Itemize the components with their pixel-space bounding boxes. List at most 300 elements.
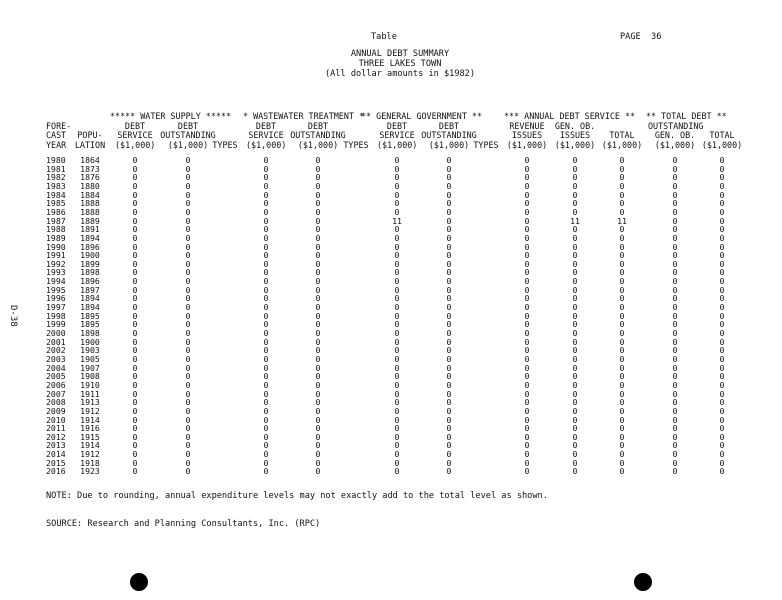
column-header-general-types-line-3: TYPES — [473, 139, 499, 150]
column-header-water-debt-service-line-1: DEBT — [124, 121, 146, 131]
cell-outstanding-total: 0 — [719, 336, 725, 347]
cell-population: 1912 — [80, 449, 100, 460]
cell-population: 1894 — [80, 302, 100, 313]
cell-gen-ob-issues: 0 — [572, 310, 578, 321]
cell-forecast-year: 2001 — [46, 336, 66, 347]
cell-water-debt-service: 0 — [132, 379, 138, 390]
cell-wastewater-debt-outstanding: 0 — [315, 457, 321, 468]
cell-water-debt-outstanding: 0 — [185, 189, 191, 200]
cell-forecast-year: 1984 — [46, 189, 66, 200]
cell-wastewater-debt-service: 0 — [263, 310, 269, 321]
cell-forecast-year: 1982 — [46, 172, 66, 183]
cell-population: 1898 — [80, 267, 100, 278]
cell-population: 1899 — [80, 258, 100, 269]
column-header-general-debt-outstanding-line-2: OUTSTANDING — [421, 130, 477, 141]
cell-annual-total: 0 — [619, 414, 625, 425]
column-header-wastewater-debt-outstanding-line-3: ($1,000) — [297, 139, 339, 150]
cell-water-debt-service: 0 — [132, 241, 138, 252]
cell-general-debt-service: 0 — [394, 172, 400, 183]
cell-revenue-issues: 0 — [524, 449, 530, 460]
cell-general-debt-outstanding: 0 — [446, 345, 452, 356]
cell-revenue-issues: 0 — [524, 362, 530, 373]
cell-outstanding-total: 0 — [719, 215, 725, 226]
column-header-water-debt-outstanding-line-3: ($1,000) — [167, 139, 209, 150]
cell-wastewater-debt-outstanding: 0 — [315, 206, 321, 217]
cell-water-debt-service: 0 — [132, 362, 138, 373]
cell-outstanding-total: 0 — [719, 431, 725, 442]
cell-annual-total: 0 — [619, 405, 625, 416]
column-header-general-debt-service-line-2: SERVICE — [379, 130, 415, 141]
cell-gen-ob-issues: 0 — [572, 232, 578, 243]
cell-wastewater-debt-service: 0 — [263, 397, 269, 408]
cell-general-debt-outstanding: 0 — [446, 198, 452, 209]
cell-gen-ob-issues: 0 — [572, 379, 578, 390]
table-row — [0, 345, 782, 354]
cell-water-debt-outstanding: 0 — [185, 267, 191, 278]
cell-wastewater-debt-service: 0 — [263, 172, 269, 183]
cell-annual-total: 0 — [619, 241, 625, 252]
cell-water-debt-service: 0 — [132, 224, 138, 235]
cell-annual-total: 0 — [619, 302, 625, 313]
cell-outstanding-total: 0 — [719, 250, 725, 261]
cell-annual-total: 0 — [619, 232, 625, 243]
cell-population: 1900 — [80, 336, 100, 347]
cell-revenue-issues: 0 — [524, 267, 530, 278]
cell-water-debt-service: 0 — [132, 388, 138, 399]
cell-forecast-year: 1980 — [46, 155, 66, 165]
cell-outstanding-total: 0 — [719, 293, 725, 304]
cell-gen-ob-issues: 0 — [572, 180, 578, 191]
cell-annual-total: 0 — [619, 431, 625, 442]
table-row — [0, 311, 782, 320]
table-row — [0, 449, 782, 458]
table-row — [0, 267, 782, 276]
cell-wastewater-debt-service: 0 — [263, 284, 269, 295]
cell-gen-ob-issues: 0 — [572, 423, 578, 434]
cell-outstanding-total: 0 — [719, 310, 725, 321]
cell-wastewater-debt-outstanding: 0 — [315, 345, 321, 356]
cell-forecast-year: 2006 — [46, 379, 66, 390]
cell-annual-total: 0 — [619, 379, 625, 390]
table-row — [0, 198, 782, 207]
cell-water-debt-outstanding: 0 — [185, 431, 191, 442]
cell-revenue-issues: 0 — [524, 284, 530, 295]
cell-general-debt-service: 0 — [394, 293, 400, 304]
cell-outstanding-gen-ob: 0 — [672, 310, 678, 321]
cell-forecast-year: 1995 — [46, 284, 66, 295]
cell-general-debt-outstanding: 0 — [446, 457, 452, 468]
cell-wastewater-debt-outstanding: 0 — [315, 293, 321, 304]
cell-wastewater-debt-service: 0 — [263, 189, 269, 200]
column-header-gen-ob-issues-line-3: ($1,000) — [554, 139, 596, 150]
cell-water-debt-outstanding: 0 — [185, 310, 191, 321]
cell-wastewater-debt-service: 0 — [263, 232, 269, 243]
cell-water-debt-service: 0 — [132, 466, 138, 477]
cell-wastewater-debt-service: 0 — [263, 155, 269, 165]
cell-water-debt-service: 0 — [132, 397, 138, 408]
cell-gen-ob-issues: 0 — [572, 440, 578, 451]
cell-wastewater-debt-service: 0 — [263, 180, 269, 191]
title-line-3: (All dollar amounts in $1982) — [324, 69, 476, 79]
table-row — [0, 190, 782, 199]
cell-gen-ob-issues: 11 — [570, 215, 580, 226]
cell-wastewater-debt-outstanding: 0 — [315, 353, 321, 364]
cell-water-debt-outstanding: 0 — [185, 180, 191, 191]
cell-general-debt-outstanding: 0 — [446, 336, 452, 347]
cell-annual-total: 0 — [619, 423, 625, 434]
title-line-2: THREE LAKES TOWN — [358, 59, 442, 69]
cell-general-debt-outstanding: 0 — [446, 466, 452, 477]
cell-population: 1876 — [80, 172, 100, 183]
cell-outstanding-gen-ob: 0 — [672, 319, 678, 330]
cell-wastewater-debt-outstanding: 0 — [315, 276, 321, 287]
cell-forecast-year: 2002 — [46, 345, 66, 356]
column-header-water-debt-outstanding-line-1: DEBT — [177, 121, 199, 131]
cell-annual-total: 0 — [619, 276, 625, 287]
column-header-wastewater-debt-service-line-2: SERVICE — [248, 130, 284, 141]
cell-general-debt-service: 0 — [394, 328, 400, 338]
cell-gen-ob-issues: 0 — [572, 224, 578, 235]
cell-annual-total: 0 — [619, 345, 625, 356]
cell-forecast-year: 1993 — [46, 267, 66, 278]
table-row — [0, 216, 782, 225]
cell-revenue-issues: 0 — [524, 155, 530, 165]
cell-water-debt-service: 0 — [132, 232, 138, 243]
cell-population: 1908 — [80, 371, 100, 382]
cell-general-debt-outstanding: 0 — [446, 155, 452, 165]
cell-forecast-year: 2016 — [46, 466, 66, 477]
cell-gen-ob-issues: 0 — [572, 293, 578, 304]
cell-water-debt-service: 0 — [132, 250, 138, 261]
cell-water-debt-outstanding: 0 — [185, 276, 191, 287]
cell-revenue-issues: 0 — [524, 466, 530, 477]
cell-outstanding-total: 0 — [719, 405, 725, 416]
cell-outstanding-total: 0 — [719, 397, 725, 408]
cell-water-debt-outstanding: 0 — [185, 258, 191, 269]
cell-outstanding-gen-ob: 0 — [672, 379, 678, 390]
cell-outstanding-gen-ob: 0 — [672, 431, 678, 442]
cell-water-debt-outstanding: 0 — [185, 379, 191, 390]
table-row — [0, 380, 782, 389]
cell-population: 1894 — [80, 293, 100, 304]
cell-forecast-year: 1987 — [46, 215, 66, 226]
cell-forecast-year: 2009 — [46, 405, 66, 416]
cell-general-debt-service: 0 — [394, 276, 400, 287]
cell-wastewater-debt-service: 0 — [263, 414, 269, 425]
cell-wastewater-debt-service: 0 — [263, 388, 269, 399]
punch-hole-left — [130, 573, 148, 591]
cell-wastewater-debt-service: 0 — [263, 206, 269, 217]
cell-outstanding-total: 0 — [719, 172, 725, 183]
cell-general-debt-outstanding: 0 — [446, 371, 452, 382]
cell-revenue-issues: 0 — [524, 310, 530, 321]
cell-revenue-issues: 0 — [524, 345, 530, 356]
cell-water-debt-outstanding: 0 — [185, 397, 191, 408]
cell-outstanding-gen-ob: 0 — [672, 405, 678, 416]
cell-population: 1895 — [80, 310, 100, 321]
cell-general-debt-service: 0 — [394, 449, 400, 460]
cell-general-debt-service: 0 — [394, 224, 400, 235]
cell-general-debt-outstanding: 0 — [446, 405, 452, 416]
cell-gen-ob-issues: 0 — [572, 284, 578, 295]
table-row — [0, 259, 782, 268]
cell-general-debt-service: 0 — [394, 302, 400, 313]
cell-general-debt-outstanding: 0 — [446, 293, 452, 304]
cell-gen-ob-issues: 0 — [572, 276, 578, 287]
cell-wastewater-debt-outstanding: 0 — [315, 371, 321, 382]
cell-outstanding-total: 0 — [719, 232, 725, 243]
cell-outstanding-total: 0 — [719, 224, 725, 235]
cell-general-debt-outstanding: 0 — [446, 189, 452, 200]
cell-general-debt-service: 0 — [394, 440, 400, 451]
cell-forecast-year: 2008 — [46, 397, 66, 408]
cell-population: 1884 — [80, 189, 100, 200]
page-label: Table — [371, 32, 397, 42]
cell-forecast-year: 2013 — [46, 440, 66, 451]
cell-forecast-year: 2015 — [46, 457, 66, 468]
cell-general-debt-service: 0 — [394, 414, 400, 425]
cell-outstanding-total: 0 — [719, 353, 725, 364]
cell-outstanding-total: 0 — [719, 284, 725, 295]
cell-annual-total: 0 — [619, 440, 625, 451]
cell-outstanding-gen-ob: 0 — [672, 284, 678, 295]
cell-gen-ob-issues: 0 — [572, 397, 578, 408]
cell-general-debt-service: 0 — [394, 155, 400, 165]
cell-population: 1896 — [80, 241, 100, 252]
group-general-government: ** GENERAL GOVERNMENT ** — [361, 111, 483, 121]
table-row — [0, 371, 782, 380]
cell-outstanding-gen-ob: 0 — [672, 224, 678, 235]
cell-water-debt-service: 0 — [132, 189, 138, 200]
cell-outstanding-gen-ob: 0 — [672, 353, 678, 364]
cell-general-debt-service: 0 — [394, 371, 400, 382]
cell-population: 1905 — [80, 353, 100, 364]
cell-annual-total: 0 — [619, 397, 625, 408]
cell-wastewater-debt-outstanding: 0 — [315, 155, 321, 165]
cell-general-debt-service: 0 — [394, 345, 400, 356]
cell-gen-ob-issues: 0 — [572, 431, 578, 442]
cell-wastewater-debt-outstanding: 0 — [315, 319, 321, 330]
cell-water-debt-service: 0 — [132, 198, 138, 209]
column-header-gen-ob-issues-line-2: ISSUES — [559, 130, 591, 141]
cell-water-debt-outstanding: 0 — [185, 423, 191, 434]
table-row — [0, 250, 782, 259]
cell-annual-total: 0 — [619, 180, 625, 191]
cell-outstanding-gen-ob: 0 — [672, 293, 678, 304]
cell-revenue-issues: 0 — [524, 163, 530, 174]
cell-general-debt-service: 0 — [394, 206, 400, 217]
cell-outstanding-gen-ob: 0 — [672, 215, 678, 226]
cell-forecast-year: 1999 — [46, 319, 66, 330]
cell-general-debt-outstanding: 0 — [446, 224, 452, 235]
cell-outstanding-gen-ob: 0 — [672, 302, 678, 313]
column-header-general-debt-service-line-1: DEBT — [386, 121, 408, 131]
cell-outstanding-total: 0 — [719, 258, 725, 269]
cell-population: 1918 — [80, 457, 100, 468]
cell-population: 1903 — [80, 345, 100, 356]
cell-gen-ob-issues: 0 — [572, 198, 578, 209]
cell-annual-total: 0 — [619, 371, 625, 382]
cell-outstanding-total: 0 — [719, 155, 725, 165]
cell-forecast-year: 2000 — [46, 328, 66, 338]
cell-water-debt-service: 0 — [132, 336, 138, 347]
cell-population: 1895 — [80, 319, 100, 330]
cell-annual-total: 0 — [619, 206, 625, 217]
cell-population: 1914 — [80, 440, 100, 451]
cell-annual-total: 0 — [619, 267, 625, 278]
cell-annual-total: 0 — [619, 362, 625, 373]
cell-outstanding-gen-ob: 0 — [672, 276, 678, 287]
cell-outstanding-total: 0 — [719, 319, 725, 330]
cell-wastewater-debt-outstanding: 0 — [315, 241, 321, 252]
cell-general-debt-service: 0 — [394, 379, 400, 390]
cell-outstanding-gen-ob: 0 — [672, 440, 678, 451]
cell-outstanding-gen-ob: 0 — [672, 163, 678, 174]
table-row — [0, 423, 782, 432]
cell-general-debt-service: 0 — [394, 457, 400, 468]
cell-population: 1900 — [80, 250, 100, 261]
cell-outstanding-gen-ob: 0 — [672, 206, 678, 217]
column-header-forecast-year-line-1: FORE- — [46, 121, 72, 131]
cell-general-debt-outstanding: 0 — [446, 328, 452, 338]
cell-general-debt-outstanding: 0 — [446, 284, 452, 295]
cell-outstanding-gen-ob: 0 — [672, 267, 678, 278]
cell-annual-total: 0 — [619, 284, 625, 295]
cell-wastewater-debt-service: 0 — [263, 276, 269, 287]
cell-water-debt-service: 0 — [132, 353, 138, 364]
column-header-outstanding-total-line-2: TOTAL — [709, 130, 735, 141]
cell-wastewater-debt-outstanding: 0 — [315, 388, 321, 399]
cell-wastewater-debt-service: 0 — [263, 267, 269, 278]
cell-general-debt-outstanding: 0 — [446, 414, 452, 425]
cell-forecast-year: 2003 — [46, 353, 66, 364]
cell-general-debt-outstanding: 0 — [446, 353, 452, 364]
cell-outstanding-gen-ob: 0 — [672, 250, 678, 261]
cell-water-debt-outstanding: 0 — [185, 155, 191, 165]
cell-water-debt-outstanding: 0 — [185, 172, 191, 183]
cell-outstanding-total: 0 — [719, 423, 725, 434]
cell-general-debt-outstanding: 0 — [446, 302, 452, 313]
cell-water-debt-outstanding: 0 — [185, 224, 191, 235]
cell-water-debt-outstanding: 0 — [185, 163, 191, 174]
cell-water-debt-outstanding: 0 — [185, 336, 191, 347]
cell-water-debt-service: 0 — [132, 206, 138, 217]
cell-water-debt-outstanding: 0 — [185, 198, 191, 209]
cell-general-debt-service: 0 — [394, 250, 400, 261]
column-header-gen-ob-issues-line-1: GEN. OB. — [554, 121, 596, 131]
cell-gen-ob-issues: 0 — [572, 328, 578, 338]
cell-water-debt-outstanding: 0 — [185, 319, 191, 330]
cell-general-debt-service: 0 — [394, 319, 400, 330]
cell-outstanding-total: 0 — [719, 379, 725, 390]
cell-wastewater-debt-service: 0 — [263, 405, 269, 416]
group-total-debt: ** TOTAL DEBT ** — [646, 111, 727, 121]
cell-forecast-year: 2007 — [46, 388, 66, 399]
cell-wastewater-debt-outstanding: 0 — [315, 302, 321, 313]
cell-population: 1880 — [80, 180, 100, 191]
cell-revenue-issues: 0 — [524, 328, 530, 338]
cell-general-debt-service: 0 — [394, 284, 400, 295]
cell-general-debt-service: 0 — [394, 189, 400, 200]
group-annual-debt-service: *** ANNUAL DEBT SERVICE ** — [504, 111, 636, 121]
cell-population: 1898 — [80, 328, 100, 338]
cell-forecast-year: 2012 — [46, 431, 66, 442]
cell-outstanding-gen-ob: 0 — [672, 180, 678, 191]
column-header-water-debt-outstanding-line-2: OUTSTANDING — [160, 130, 216, 141]
cell-forecast-year: 1992 — [46, 258, 66, 269]
cell-population: 1873 — [80, 163, 100, 174]
cell-outstanding-gen-ob: 0 — [672, 457, 678, 468]
cell-water-debt-outstanding: 0 — [185, 414, 191, 425]
cell-water-debt-service: 0 — [132, 293, 138, 304]
cell-forecast-year: 1988 — [46, 224, 66, 235]
cell-outstanding-total: 0 — [719, 328, 725, 338]
cell-outstanding-gen-ob: 0 — [672, 414, 678, 425]
cell-gen-ob-issues: 0 — [572, 163, 578, 174]
column-header-annual-total-line-2: TOTAL — [609, 130, 635, 141]
cell-gen-ob-issues: 0 — [572, 189, 578, 200]
column-header-water-debt-service-line-3: ($1,000) — [115, 139, 156, 150]
cell-gen-ob-issues: 0 — [572, 241, 578, 252]
cell-outstanding-total: 0 — [719, 414, 725, 425]
cell-water-debt-service: 0 — [132, 371, 138, 382]
cell-outstanding-gen-ob: 0 — [672, 449, 678, 460]
cell-water-debt-outstanding: 0 — [185, 449, 191, 460]
cell-general-debt-outstanding: 0 — [446, 431, 452, 442]
cell-outstanding-total: 0 — [719, 267, 725, 278]
cell-outstanding-total: 0 — [719, 371, 725, 382]
table-row — [0, 354, 782, 363]
column-header-revenue-issues-line-2: ISSUES — [511, 130, 543, 141]
cell-outstanding-gen-ob: 0 — [672, 388, 678, 399]
cell-wastewater-debt-service: 0 — [263, 457, 269, 468]
cell-general-debt-service: 0 — [394, 405, 400, 416]
cell-outstanding-total: 0 — [719, 276, 725, 287]
table-row — [0, 242, 782, 251]
cell-forecast-year: 2014 — [46, 449, 66, 460]
column-header-general-debt-outstanding-line-1: DEBT — [438, 121, 460, 131]
cell-revenue-issues: 0 — [524, 379, 530, 390]
cell-wastewater-debt-outstanding: 0 — [315, 449, 321, 460]
cell-wastewater-debt-outstanding: 0 — [315, 310, 321, 321]
cell-wastewater-debt-service: 0 — [263, 319, 269, 330]
cell-general-debt-service: 0 — [394, 423, 400, 434]
cell-general-debt-outstanding: 0 — [446, 276, 452, 287]
table-row — [0, 285, 782, 294]
table-row — [0, 432, 782, 441]
cell-outstanding-total: 0 — [719, 189, 725, 200]
cell-forecast-year: 2005 — [46, 371, 66, 382]
group-wastewater: * WASTEWATER TREATMENT * — [243, 111, 365, 121]
cell-forecast-year: 1986 — [46, 206, 66, 217]
table-row — [0, 233, 782, 242]
table-row — [0, 363, 782, 372]
cell-revenue-issues: 0 — [524, 319, 530, 330]
cell-water-debt-service: 0 — [132, 155, 138, 165]
cell-wastewater-debt-outstanding: 0 — [315, 328, 321, 338]
cell-annual-total: 0 — [619, 449, 625, 460]
cell-outstanding-total: 0 — [719, 345, 725, 356]
cell-forecast-year: 2011 — [46, 423, 66, 434]
cell-water-debt-service: 0 — [132, 328, 138, 338]
cell-wastewater-debt-outstanding: 0 — [315, 258, 321, 269]
cell-wastewater-debt-service: 0 — [263, 379, 269, 390]
cell-water-debt-outstanding: 0 — [185, 328, 191, 338]
cell-water-debt-outstanding: 0 — [185, 405, 191, 416]
table-row — [0, 172, 782, 181]
cell-water-debt-outstanding: 0 — [185, 371, 191, 382]
cell-annual-total: 0 — [619, 353, 625, 364]
